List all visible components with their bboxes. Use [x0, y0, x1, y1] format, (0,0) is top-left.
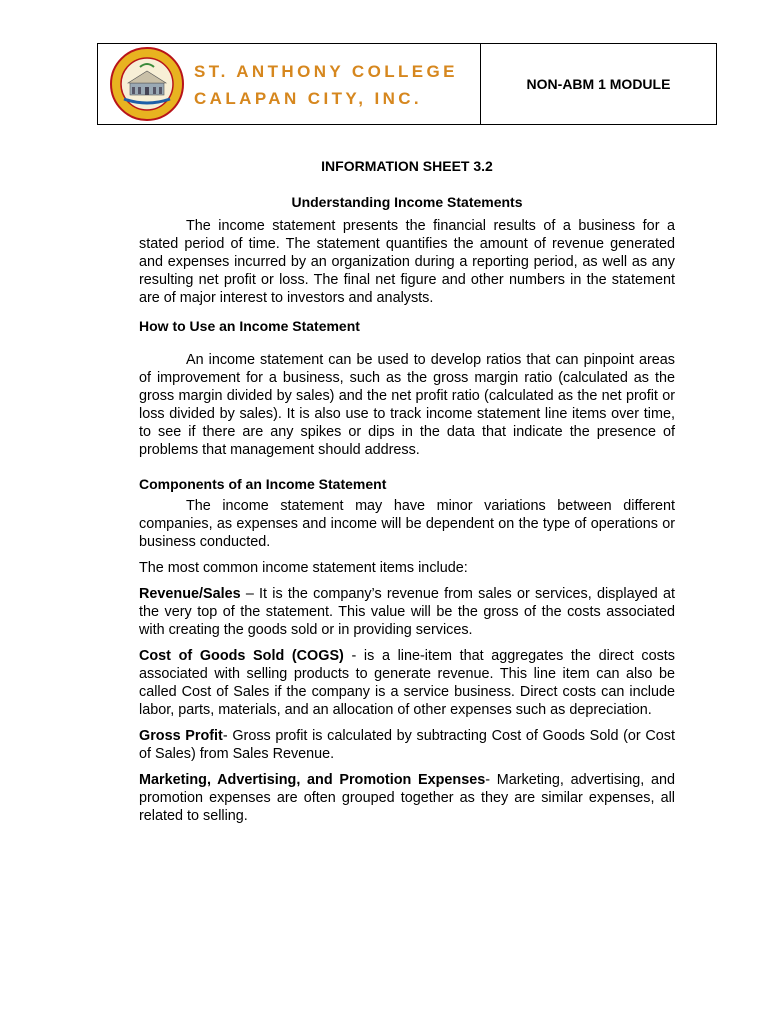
components-paragraph: The income statement may have minor variations between different companies, as expenses and income will be dependent on the type of operations or business conducted.	[139, 498, 675, 550]
item-term: Revenue/Sales	[139, 586, 241, 602]
module-label: NON-ABM 1 MODULE	[526, 76, 671, 92]
item-marketing	[139, 771, 675, 825]
sheet-title: INFORMATION SHEET 3.2	[321, 158, 493, 174]
document-body	[139, 157, 675, 825]
college-name-line1: ST. ANTHONY COLLEGE	[194, 62, 458, 81]
college-seal-icon	[110, 47, 184, 121]
item-term: Gross Profit	[139, 728, 223, 744]
common-items-line: The most common income statement items include:	[139, 560, 468, 576]
item-text: - is a line-item that aggregates the direct costs associated with selling products to generate revenue. This line item can also be called Cost of Sales if the company is a service business. Direct costs can include labor, parts, materials, and an allocation of other expenses such as depreciation.	[139, 648, 675, 718]
item-text: - Gross profit is calculated by subtracting Cost of Goods Sold (or Cost of Sales) from Sales Revenue.	[139, 728, 675, 762]
item-term: Marketing, Advertising, and Promotion Expenses	[139, 772, 486, 788]
item-term: Cost of Goods Sold (COGS)	[139, 648, 344, 664]
item-revenue	[139, 585, 675, 639]
college-name-line2: CALAPAN CITY, INC.	[194, 89, 423, 108]
how-heading: How to Use an Income Statement	[139, 318, 360, 334]
item-text: - Marketing, advertising, and promotion expenses are often grouped together as they are similar expenses, all related to selling.	[139, 772, 675, 824]
header-brand	[98, 44, 481, 124]
components-heading: Components of an Income Statement	[139, 476, 387, 492]
item-text: – It is the company’s revenue from sales or services, displayed at the very top of the statement. This value will be the gross of the costs associated with creating the goods sold or in providing services.	[139, 586, 675, 638]
how-paragraph: An income statement can be used to develop ratios that can pinpoint areas of improvement for a business, such as the gross margin ratio (calculated as the gross margin divided by sales) and the net profit ratio (calculated as the net profit or loss divided by sales). It is also use to track income statement line items over time, to see if there are any spikes or dips in the data that indicate the presence of problems that management should address.	[139, 352, 675, 458]
item-cogs	[139, 647, 675, 719]
college-name	[194, 58, 458, 112]
subtitle: Understanding Income Statements	[291, 194, 523, 210]
page-header	[97, 43, 717, 125]
item-gross-profit	[139, 727, 675, 763]
intro-paragraph: The income statement presents the financial results of a business for a stated period of time. The statement quantifies the amount of revenue generated and expenses incurred by an organization during a reporting period, as well as any resulting net profit or loss. The final net figure and other numbers in the statement are of major interest to investors and analysts.	[139, 218, 675, 306]
